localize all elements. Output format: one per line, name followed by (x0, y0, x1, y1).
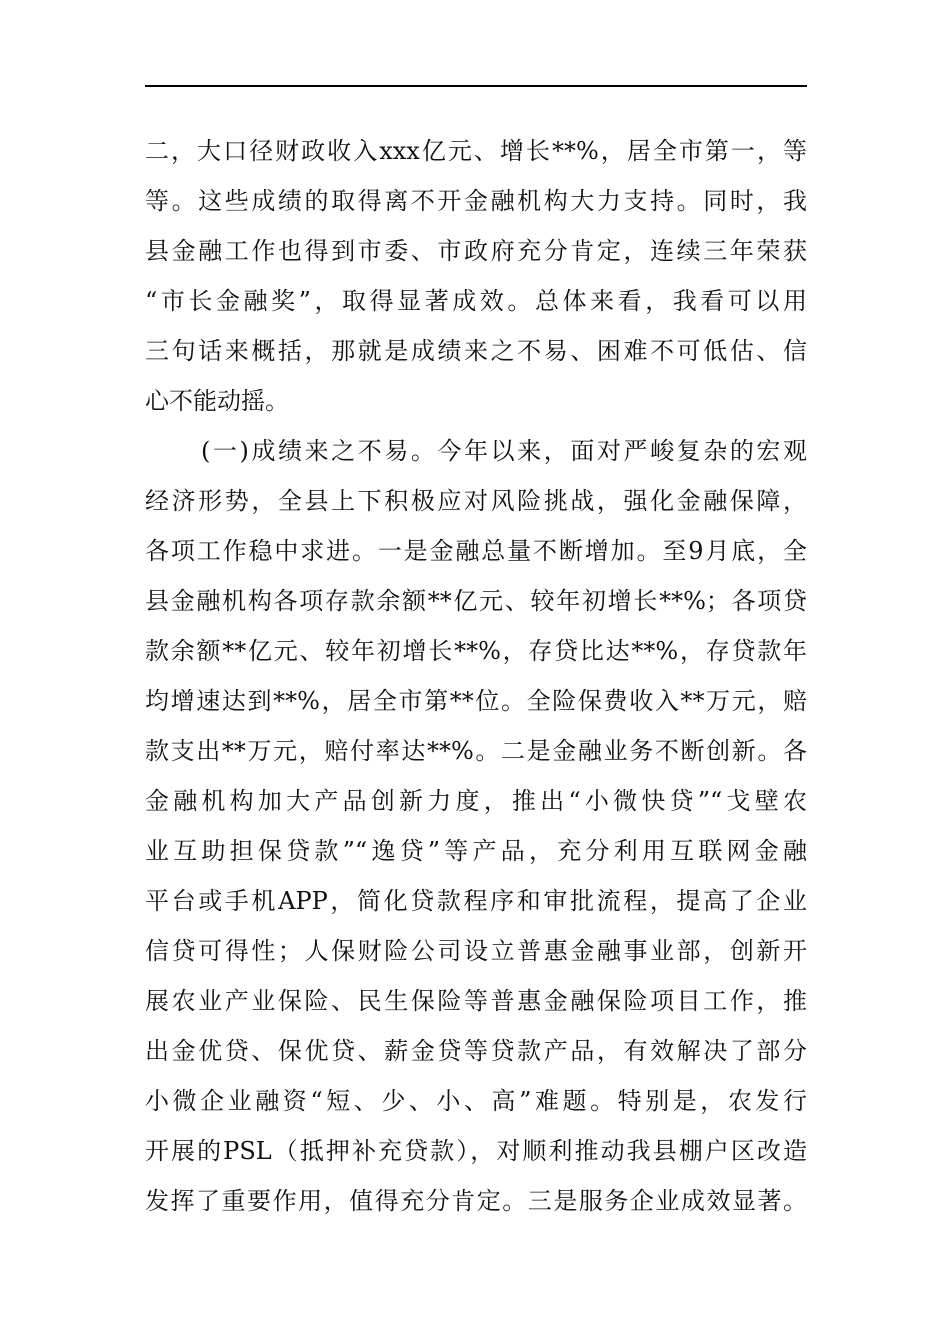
text-line: 金融机构加大产品创新力度，推出“小微快贷”“戈壁农 (145, 787, 807, 815)
text-line: 款支出**万元，赔付率达**%。二是金融业务不断创新。各 (145, 737, 807, 765)
header-rule (145, 85, 807, 87)
body-text (145, 126, 807, 1226)
text-line: 各项工作稳中求进。一是金融总量不断增加。至9月底，全 (145, 537, 807, 565)
text-line: 发挥了重要作用，值得充分肯定。三是服务企业成效显著。 (145, 1187, 807, 1215)
text-line: 三句话来概括，那就是成绩来之不易、困难不可低估、信 (145, 337, 807, 365)
text-line: 信贷可得性；人保财险公司设立普惠金融事业部，创新开 (145, 937, 807, 965)
text-line: 业互助担保贷款”“逸贷”等产品，充分利用互联网金融 (145, 837, 807, 865)
text-line: 二，大口径财政收入xxx亿元、增长**%，居全市第一，等 (145, 137, 807, 165)
text-line: “市长金融奖”，取得显著成效。总体来看，我看可以用 (145, 287, 807, 315)
text-line: 出金优贷、保优贷、薪金贷等贷款产品，有效解决了部分 (145, 1037, 807, 1065)
section-heading-line: (一)成绩来之不易。今年以来，面对严峻复杂的宏观 (201, 437, 807, 465)
text-line: 展农业产业保险、民生保险等普惠金融保险项目工作，推 (145, 987, 807, 1015)
text-line: 款余额**亿元、较年初增长**%，存贷比达**%，存贷款年 (145, 637, 807, 665)
text-line: 开展的PSL（抵押补充贷款），对顺利推动我县棚户区改造 (145, 1137, 807, 1165)
text-line: 经济形势，全县上下积极应对风险挑战，强化金融保障， (145, 487, 807, 515)
text-line: 县金融工作也得到市委、市政府充分肯定，连续三年荣获 (145, 237, 807, 265)
text-line: 心不能动摇。 (145, 387, 289, 415)
text-line: 均增速达到**%，居全市第**位。全险保费收入**万元，赔 (145, 687, 807, 715)
text-line: 小微企业融资“短、少、小、高”难题。特别是，农发行 (145, 1087, 807, 1115)
text-line: 县金融机构各项存款余额**亿元、较年初增长**%；各项贷 (145, 587, 807, 615)
text-line: 等。这些成绩的取得离不开金融机构大力支持。同时，我 (145, 187, 807, 215)
text-line: 平台或手机APP，简化贷款程序和审批流程，提高了企业 (145, 887, 807, 915)
